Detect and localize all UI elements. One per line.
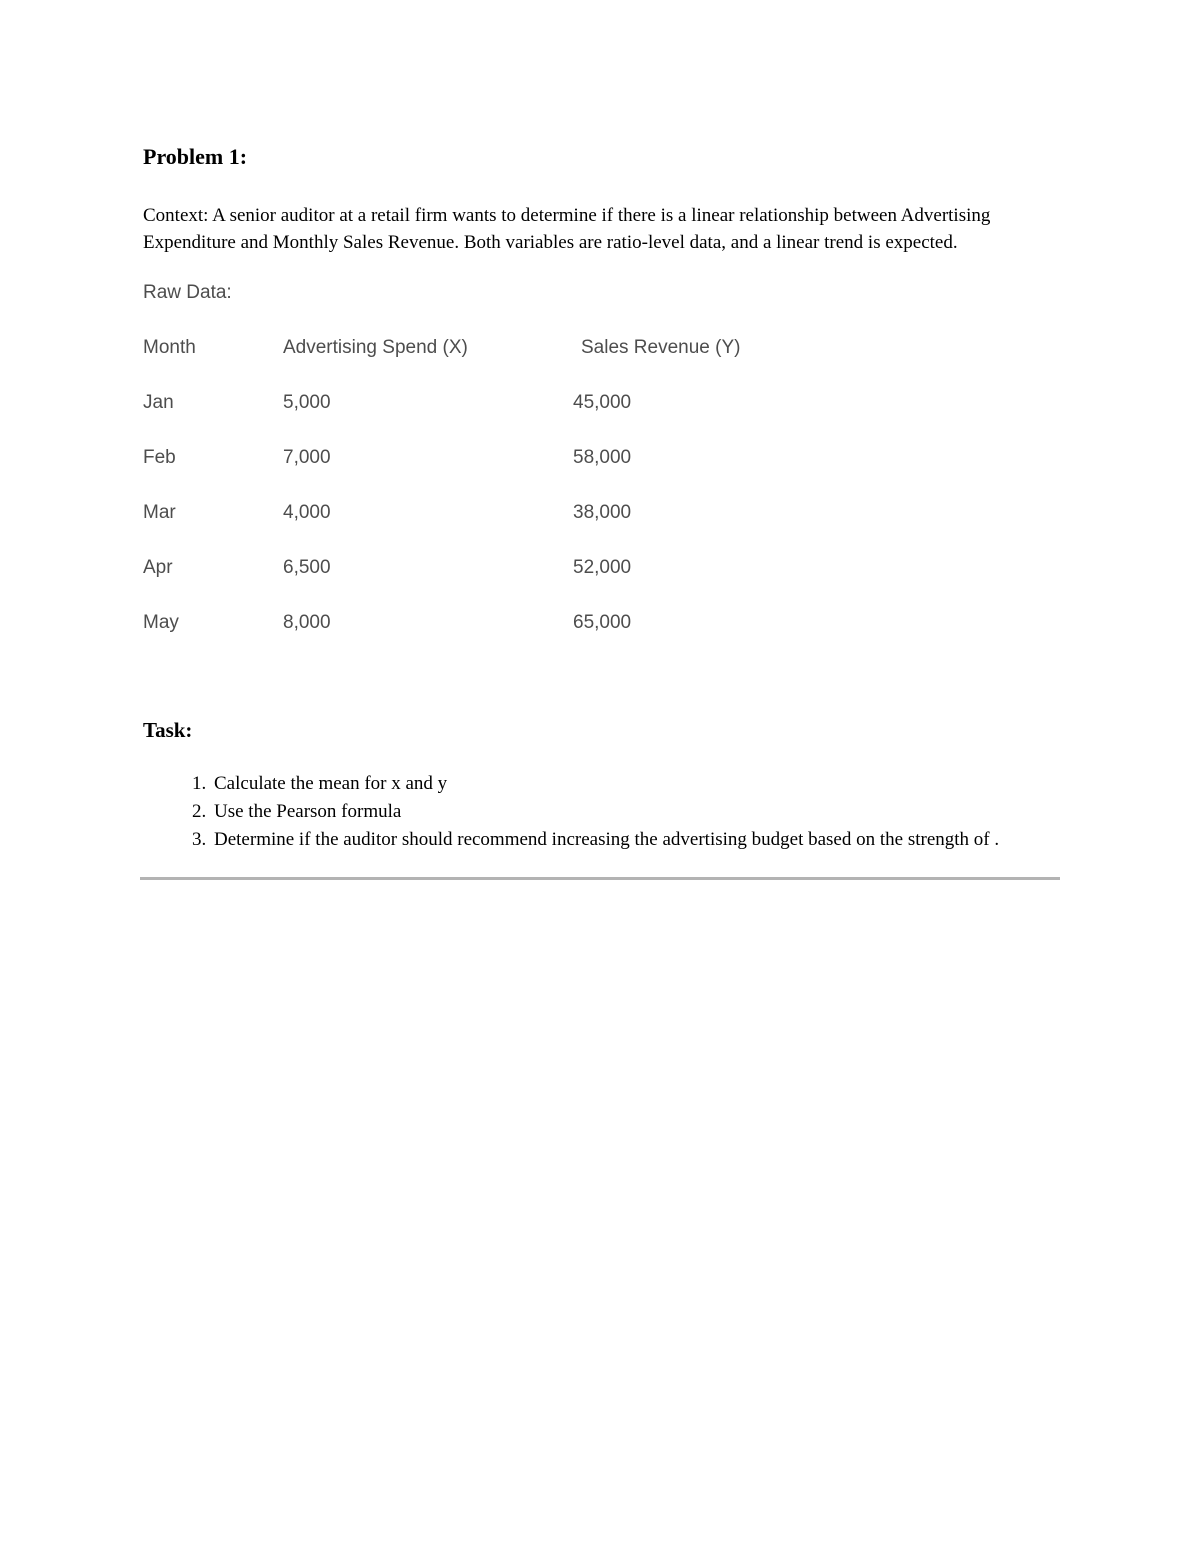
- table-row: [143, 502, 1060, 524]
- section-divider: [140, 877, 1060, 880]
- cell-sales-revenue: 65,000: [573, 612, 632, 633]
- task-item-1: 1. Calculate the mean for x and y: [211, 770, 1033, 798]
- task-item-3: 3. Determine if the auditor should recommend increasing the advertising budget based on the strength of .: [211, 826, 1033, 854]
- problem-heading: Problem 1:: [143, 144, 248, 169]
- cell-advertising-spend: 6,500: [283, 557, 331, 578]
- cell-month: May: [143, 612, 179, 633]
- cell-month: Feb: [143, 447, 176, 468]
- table-row: [143, 557, 1060, 579]
- table-row: [143, 392, 1060, 414]
- data-table: [143, 337, 1060, 634]
- task-heading: Task:: [143, 718, 193, 742]
- task-list: [143, 770, 1033, 854]
- table-header-row: [143, 337, 1060, 359]
- cell-month: Jan: [143, 392, 174, 413]
- cell-advertising-spend: 5,000: [283, 392, 331, 413]
- cell-month: Apr: [143, 557, 173, 578]
- cell-sales-revenue: 38,000: [573, 502, 632, 523]
- cell-sales-revenue: 52,000: [573, 557, 632, 578]
- raw-data-label: Raw Data:: [143, 282, 232, 303]
- cell-advertising-spend: 7,000: [283, 447, 331, 468]
- cell-advertising-spend: 4,000: [283, 502, 331, 523]
- table-row: [143, 612, 1060, 634]
- task-item-2: 2. Use the Pearson formula: [211, 798, 1033, 826]
- cell-advertising-spend: 8,000: [283, 612, 331, 633]
- context-paragraph: Context: A senior auditor at a retail firm wants to determine if there is a linear relationship between Advertising Expenditure and Monthly Sales Revenue. Both variables are ratio-level data, and a linear trend is expected.: [143, 205, 991, 253]
- cell-month: Mar: [143, 502, 176, 523]
- column-header-sales-revenue: Sales Revenue (Y): [581, 337, 741, 358]
- column-header-advertising-spend: Advertising Spend (X): [283, 337, 468, 358]
- table-row: [143, 447, 1060, 469]
- column-header-month: Month: [143, 337, 196, 358]
- cell-sales-revenue: 58,000: [573, 447, 632, 468]
- cell-sales-revenue: 45,000: [573, 392, 632, 413]
